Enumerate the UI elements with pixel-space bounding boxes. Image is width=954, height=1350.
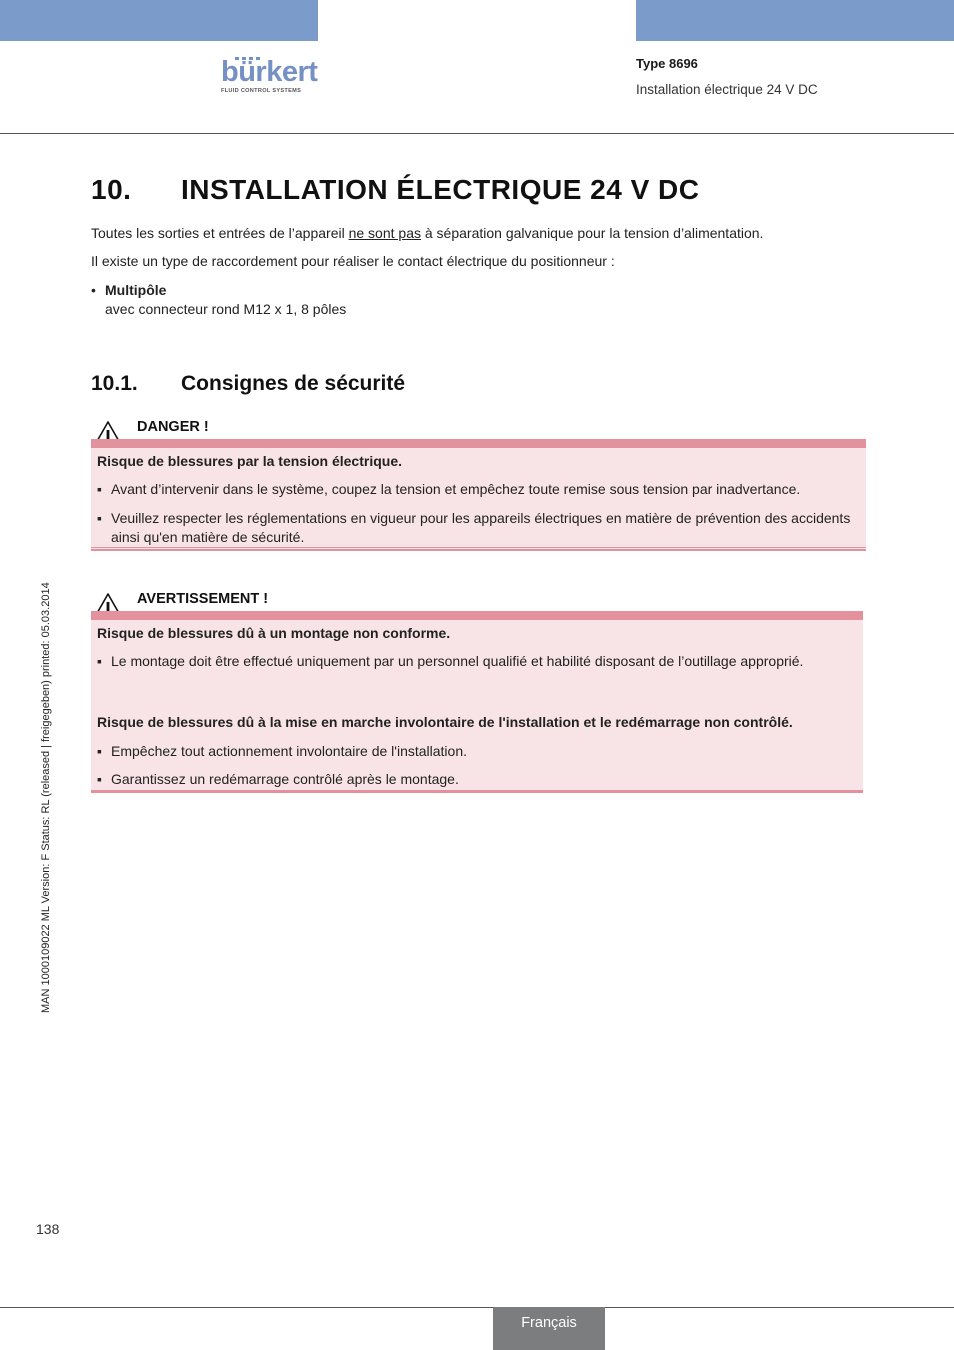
section-heading: [91, 372, 405, 396]
bullet-detail: avec connecteur rond M12 x 1, 8 pôles: [105, 301, 347, 317]
section-title: Consignes de sécurité: [181, 372, 406, 395]
section-number: 10.1.: [91, 372, 138, 395]
bullet-marker: •: [91, 282, 96, 298]
brand-tagline: FLUID CONTROL SYSTEMS: [221, 88, 302, 94]
brand-logo: [221, 57, 319, 95]
warning-item-1: ▪ Le montage doit être effectué uniquement par un personnel qualifié et habilité disposant de l’outillage approprié.: [97, 653, 804, 669]
warning-heading-2: Risque de blessures dû à la mise en marche involontaire de l'installation et le redémarrage non contrôlé.: [97, 714, 793, 730]
bullet-title: Multipôle: [105, 282, 167, 298]
warning-box: [91, 611, 863, 793]
document-id-vertical: MAN 1000109022 ML Version: F Status: RL (released | freigegeben) printed: 05.03.2014: [40, 582, 52, 1013]
chapter-number: 10.: [91, 174, 132, 205]
intro-underlined: ne sont pas: [348, 225, 421, 241]
connection-bullet: [91, 282, 166, 298]
danger-title: DANGER !: [137, 419, 209, 435]
header-divider: [0, 133, 954, 134]
danger-rule-2: [91, 549, 866, 551]
brand-name: bürkert: [221, 56, 318, 88]
chapter-title: INSTALLATION ÉLECTRIQUE 24 V DC: [181, 174, 700, 205]
footer-divider: [0, 1307, 954, 1308]
warning-rule: [91, 790, 863, 793]
danger-band: [91, 439, 866, 448]
page-number: 138: [36, 1221, 60, 1237]
running-section-title: Installation électrique 24 V DC: [636, 82, 818, 97]
header-bar-left: [0, 0, 318, 41]
intro-paragraph-1: [91, 225, 763, 241]
warning-band: [91, 611, 863, 620]
danger-rule-1: [91, 547, 866, 548]
product-type: Type 8696: [636, 56, 698, 71]
danger-item-2: ▪ Veuillez respecter les réglementations en vigueur pour les appareils électriques en matière de prévention des accidents ainsi qu'en matière de sécurité.: [97, 510, 851, 545]
warning-item-3: ▪ Garantissez un redémarrage contrôlé après le montage.: [97, 771, 459, 787]
danger-heading: Risque de blessures par la tension électrique.: [97, 453, 402, 469]
intro-paragraph-2: Il existe un type de raccordement pour réaliser le contact électrique du positionneur :: [91, 253, 615, 269]
warning-title: AVERTISSEMENT !: [137, 591, 269, 607]
warning-item-2: ▪ Empêchez tout actionnement involontaire de l'installation.: [97, 743, 467, 759]
danger-box: [91, 439, 866, 551]
danger-item-1: ▪ Avant d’intervenir dans le système, coupez la tension et empêchez toute remise sous tension par inadvertance.: [97, 481, 801, 497]
language-tab: Français: [493, 1307, 605, 1350]
header-bar-right: [636, 0, 954, 41]
warning-heading-1: Risque de blessures dû à un montage non conforme.: [97, 625, 451, 641]
intro-text-a: Toutes les sorties et entrées de l’appareil: [91, 225, 349, 241]
chapter-heading: [91, 174, 700, 206]
intro-text-b: à séparation galvanique pour la tension d’alimentation.: [420, 225, 764, 241]
